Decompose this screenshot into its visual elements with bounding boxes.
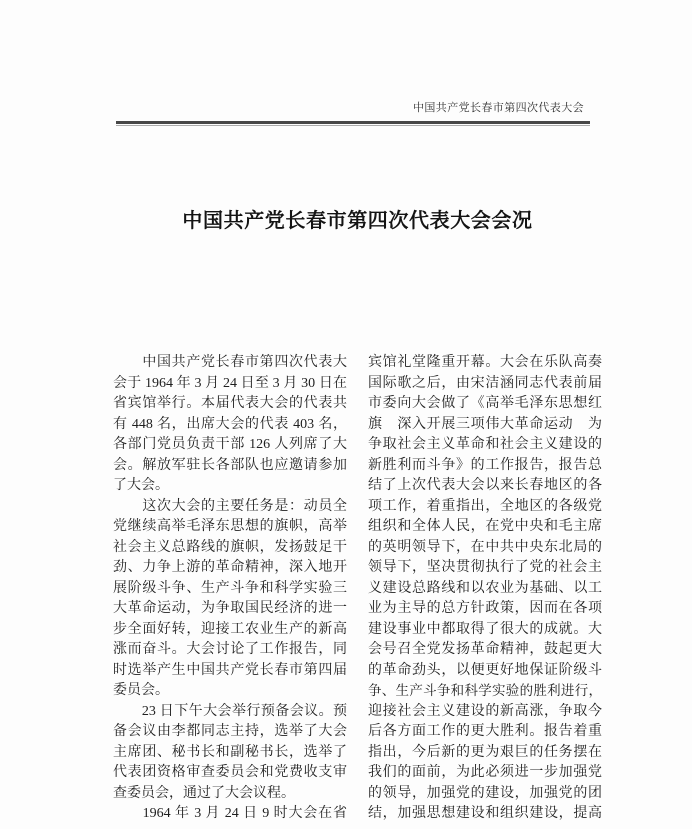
text-line: 争取社会主义革命和社会主义建设的 [368,437,602,452]
text-line: 组织和全体人民，在党中央和毛主席 [368,519,602,534]
text-line: 义建设总路线和以农业为基础、以工 [368,580,602,596]
text-line: 旗 深入开展三项伟大革命运动 为 [368,416,602,432]
text-line: 这次大会的主要任务是：动员全 [113,498,347,514]
text-line: 会于 1964 年 3 月 24 日至 3 月 30 日在 [113,375,347,391]
text-line: 新胜利而斗争》的工作报告，报告总 [368,457,602,473]
text-line: 结，加强思想建设和组织建设，提高 [368,806,602,821]
text-line: 争、生产斗争和科学实验的胜利进行， [368,683,602,698]
running-header: 中国共产党长春市第四次代表大会 [413,102,584,114]
text-line: 我们的面前，为此必须进一步加强党 [368,765,602,780]
text-line: 的领导，加强党的建设，加强党的团 [368,785,602,801]
text-line: 23 日下午大会举行预备会议。预 [113,703,347,719]
text-line: 了大会。 [113,478,169,493]
text-line: 党继续高举毛泽东思想的旗帜，高举 [113,519,347,534]
text-line: 有 448 名，出席大会的代表 403 名， [113,416,347,432]
article-body [113,353,602,825]
text-line: 省宾馆举行。本届代表大会的代表共 [113,396,347,411]
header-rule-thick-line [116,121,590,124]
text-line: 中国共产党长春市第四次代表大 [113,355,347,370]
text-line: 各部门党员负责干部 126 人列席了大 [113,437,347,452]
text-line: 步全面好转，迎接工农业生产的新高 [113,621,347,637]
text-line: 业为主导的总方针政策，因而在各项 [368,601,602,616]
article-title: 中国共产党长春市第四次代表大会会况 [182,210,533,232]
text-line: 建设事业中都取得了很大的成就。大 [368,621,602,637]
text-line: 市委向大会做了《高举毛泽东思想红 [368,396,602,411]
text-line: 会号召全党发扬革命精神，鼓起更大 [368,642,602,657]
text-line: 展阶级斗争、生产斗争和科学实验三 [113,580,347,596]
header-rule [116,121,590,126]
text-line: 指出，今后新的更为艰巨的任务摆在 [368,744,602,760]
text-line: 结了上次代表大会以来长春地区的各 [368,478,602,493]
column-right [368,353,602,825]
text-line: 领导下，坚决贯彻执行了党的社会主 [368,560,602,575]
text-line: 的革命劲头，以便更好地保证阶级斗 [368,662,602,678]
text-line: 会。解放军驻长各部队也应邀请参加 [113,457,347,473]
text-line: 时选举产生中国共产党长春市第四届 [113,662,347,678]
text-line: 迎接社会主义建设的新高涨，争取今 [368,703,602,719]
text-line: 劲、力争上游的革命精神，深入地开 [113,560,347,575]
text-line: 的英明领导下，在中共中央东北局的 [368,539,602,555]
text-line: 涨而奋斗。大会讨论了工作报告，同 [113,642,347,657]
header-rule-thin-line [116,125,590,126]
text-line: 1964 年 3 月 24 日 9 时大会在省 [113,806,347,821]
text-line: 主席团、秘书长和副秘书长，选举了 [113,744,347,760]
text-line: 委员会。 [113,683,169,698]
text-line: 后各方面工作的更大胜利。报告着重 [368,724,602,739]
text-line: 代表团资格审查委员会和党费收支审 [113,765,347,780]
text-line: 项工作，着重指出，全地区的各级党 [368,498,602,514]
text-line: 社会主义总路线的旗帜，发扬鼓足干 [113,539,347,555]
text-line: 宾馆礼堂隆重开幕。大会在乐队高奏 [368,355,602,370]
text-line: 备会议由李都同志主持，选举了大会 [113,724,347,739]
text-line: 国际歌之后，由宋洁涵同志代表前届 [368,375,602,391]
column-left [113,353,347,825]
text-line: 查委员会，通过了大会议程。 [113,785,295,801]
text-line: 大革命运动，为争取国民经济的进一 [113,601,347,616]
